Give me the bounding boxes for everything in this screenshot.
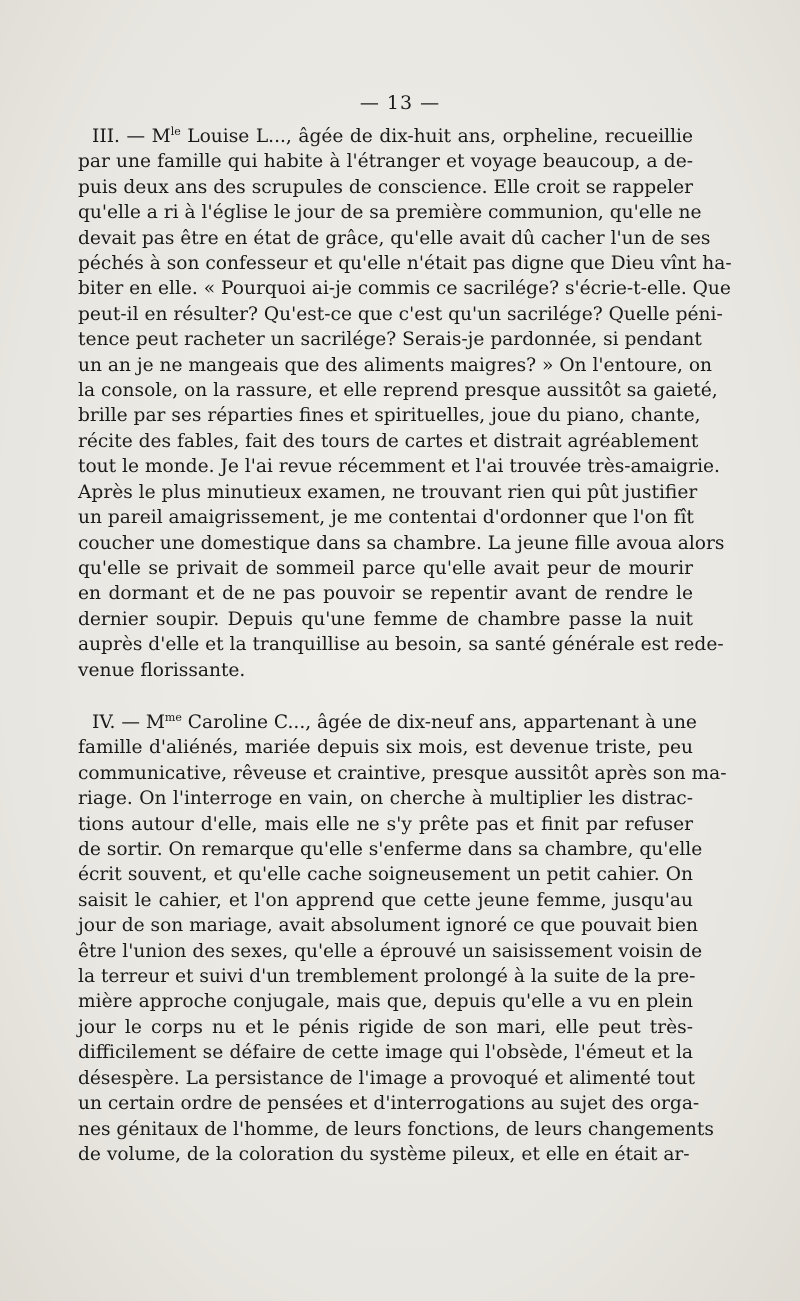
text-line: devait pas être en état de grâce, qu'elle avait dû cacher l'un de ses (78, 227, 711, 249)
text-line: écrit souvent, et qu'elle cache soigneusement un petit cahier. On (78, 864, 693, 886)
text-line: Après le plus minutieux examen, ne trouvant rien qui pût justifier (78, 481, 698, 503)
text-line: qu'elle a ri à l'église le jour de sa première communion, qu'elle ne (78, 202, 702, 224)
text-line: en dormant et de ne pas pouvoir se repentir avant de rendre le (78, 583, 693, 605)
text-line: biter en elle. « Pourquoi ai-je commis ce sacrilége? s'écrie-t-elle. Que (78, 278, 731, 300)
text-line: jour de son mariage, avait absolument ignoré ce que pouvait bien (78, 915, 698, 937)
text-line: IV. — $M^{me}$ Caroline C..., âgée de dix-neuf ans, appartenant à une (92, 711, 697, 733)
text-line: un certain ordre de pensées et d'interrogations au sujet des orga- (78, 1093, 700, 1115)
text-line: de volume, de la coloration du système pileux, et elle en était ar- (78, 1143, 690, 1165)
text-line: tions autour d'elle, mais elle ne s'y prête pas et finit par refuser (78, 813, 693, 835)
text-line: III. — $M^{le}$ Louise L..., âgée de dix-huit ans, orpheline, recueillie (92, 125, 693, 147)
text-line: de sortir. On remarque qu'elle s'enferme dans sa chambre, qu'elle (78, 839, 703, 861)
text-line: qu'elle se privait de sommeil parce qu'elle avait peur de mourir (78, 557, 693, 579)
text-line: tence peut racheter un sacrilége? Serais-je pardonnée, si pendant (78, 329, 702, 351)
text-line: péchés à son confesseur et qu'elle n'était pas digne que Dieu vînt ha- (78, 253, 732, 275)
text-line: nes génitaux de l'homme, de leurs fonctions, de leurs changements (78, 1118, 714, 1140)
text-line: tout le monde. Je l'ai revue récemment et l'ai trouvée très-amaigrie. (78, 456, 720, 478)
text-line: riage. On l'interroge en vain, on cherche à multiplier les distrac- (78, 788, 693, 810)
text-line: jour le corps nu et le pénis rigide de son mari, elle peut très- (78, 1016, 693, 1038)
text-line: dernier soupir. Depuis qu'une femme de chambre passe la nuit (78, 608, 693, 630)
text-line: un an je ne mangeais que des aliments maigres? » On l'entoure, on (78, 354, 713, 376)
paragraph-case-iv (78, 710, 727, 1167)
text-line: auprès d'elle et la tranquillise au besoin, sa santé générale est rede- (78, 634, 724, 656)
paragraph-case-iii (78, 124, 732, 683)
text-line: un pareil amaigrissement, je me contentai d'ordonner que l'on fît (78, 507, 694, 529)
text-line: puis deux ans des scrupules de conscience. Elle croit se rappeler (78, 176, 693, 198)
text-line: brille par ses réparties fines et spirituelles, joue du piano, chante, (78, 405, 701, 427)
text-line: par une famille qui habite à l'étranger et voyage beaucoup, a de- (78, 151, 693, 173)
text-line: désespère. La persistance de l'image a provoqué et alimenté tout (78, 1067, 695, 1089)
text-line: venue florissante. (78, 659, 246, 681)
text-line: saisit le cahier, et l'on apprend que cette jeune femme, jusqu'au (78, 889, 693, 911)
text-line: être l'union des sexes, qu'elle a éprouvé un saisissement voisin de (78, 940, 703, 962)
text-line: coucher une domestique dans sa chambre. La jeune fille avoua alors (78, 532, 725, 554)
text-line: peut-il en résulter? Qu'est-ce que c'est qu'un sacrilége? Quelle péni- (78, 303, 723, 325)
text-line: mière approche conjugale, mais que, depuis qu'elle a vu en plein (78, 991, 693, 1013)
text-line: communicative, rêveuse et craintive, presque aussitôt après son ma- (78, 762, 727, 784)
text-line: récite des fables, fait des tours de cartes et distrait agréablement (78, 430, 699, 452)
text-line: difficilement se défaire de cette image qui l'obsède, l'émeut et la (78, 1042, 693, 1064)
paragraph-text (78, 710, 727, 1167)
text-line: famille d'aliénés, mariée depuis six mois, est devenue triste, peu (78, 737, 693, 759)
paragraph-text (78, 124, 732, 683)
page-number: — 13 — (359, 92, 441, 114)
text-line: la terreur et suivi d'un tremblement prolongé à la suite de la pre- (78, 966, 696, 988)
text-line: la console, on la rassure, et elle reprend presque aussitôt sa gaieté, (78, 380, 718, 402)
